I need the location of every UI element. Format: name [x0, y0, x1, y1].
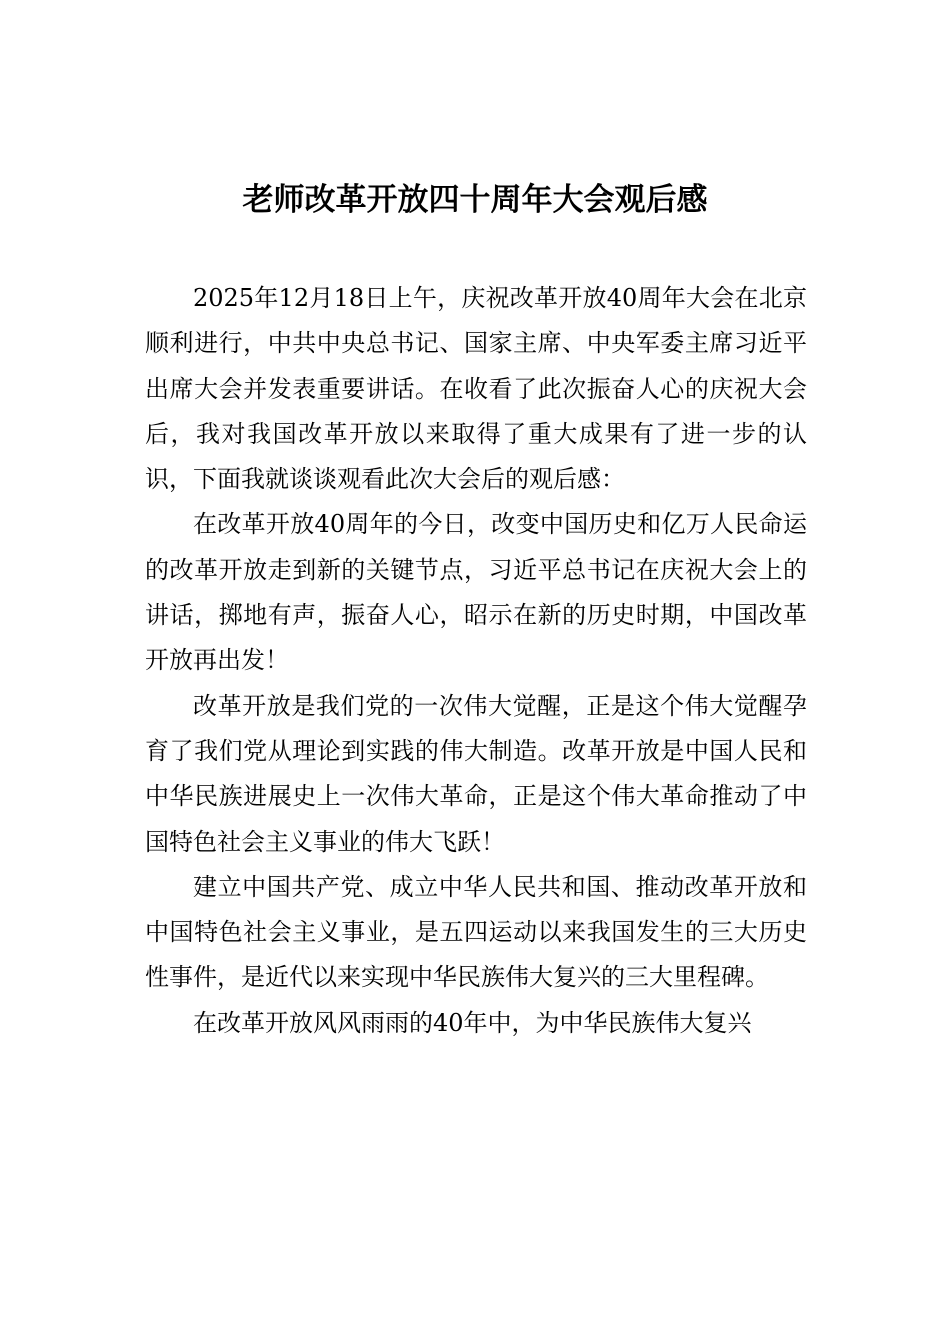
paragraph-4: 建立中国共产党、成立中华人民共和国、推动改革开放和中国特色社会主义事业，是五四运动以来我国发生的三大历史性事件，是近代以来实现中华民族伟大复兴的三大里程碑。 — [145, 872, 807, 992]
paragraph-3: 改革开放是我们党的一次伟大觉醒，正是这个伟大觉醒孕育了我们党从理论到实践的伟大制造。改革开放是中国人民和中华民族进展史上一次伟大革命，正是这个伟大革命推动了中国特色社会主义事业的伟大飞跃！ — [145, 691, 807, 856]
paragraph-5: 在改革开放风风雨雨的40年中，为中华民族伟大复兴 — [193, 1008, 752, 1037]
document-title: 老师改革开放四十周年大会观后感 — [242, 182, 708, 218]
document-body — [145, 276, 807, 1046]
paragraph-2: 在改革开放40周年的今日，改变中国历史和亿万人民命运的改革开放走到新的关键节点，习近平总书记在庆祝大会上的讲话，掷地有声，振奋人心，昭示在新的历史时期，中国改革开放再出发！ — [145, 510, 807, 675]
paragraph-1: 2025年12月18日上午，庆祝改革开放40周年大会在北京顺利进行，中共中央总书记、国家主席、中央军委主席习近平出席大会并发表重要讲话。在收看了此次振奋人心的庆祝大会后，我对我国改革开放以来取得了重大成果有了进一步的认识，下面我就谈谈观看此次大会后的观后感： — [145, 284, 807, 494]
